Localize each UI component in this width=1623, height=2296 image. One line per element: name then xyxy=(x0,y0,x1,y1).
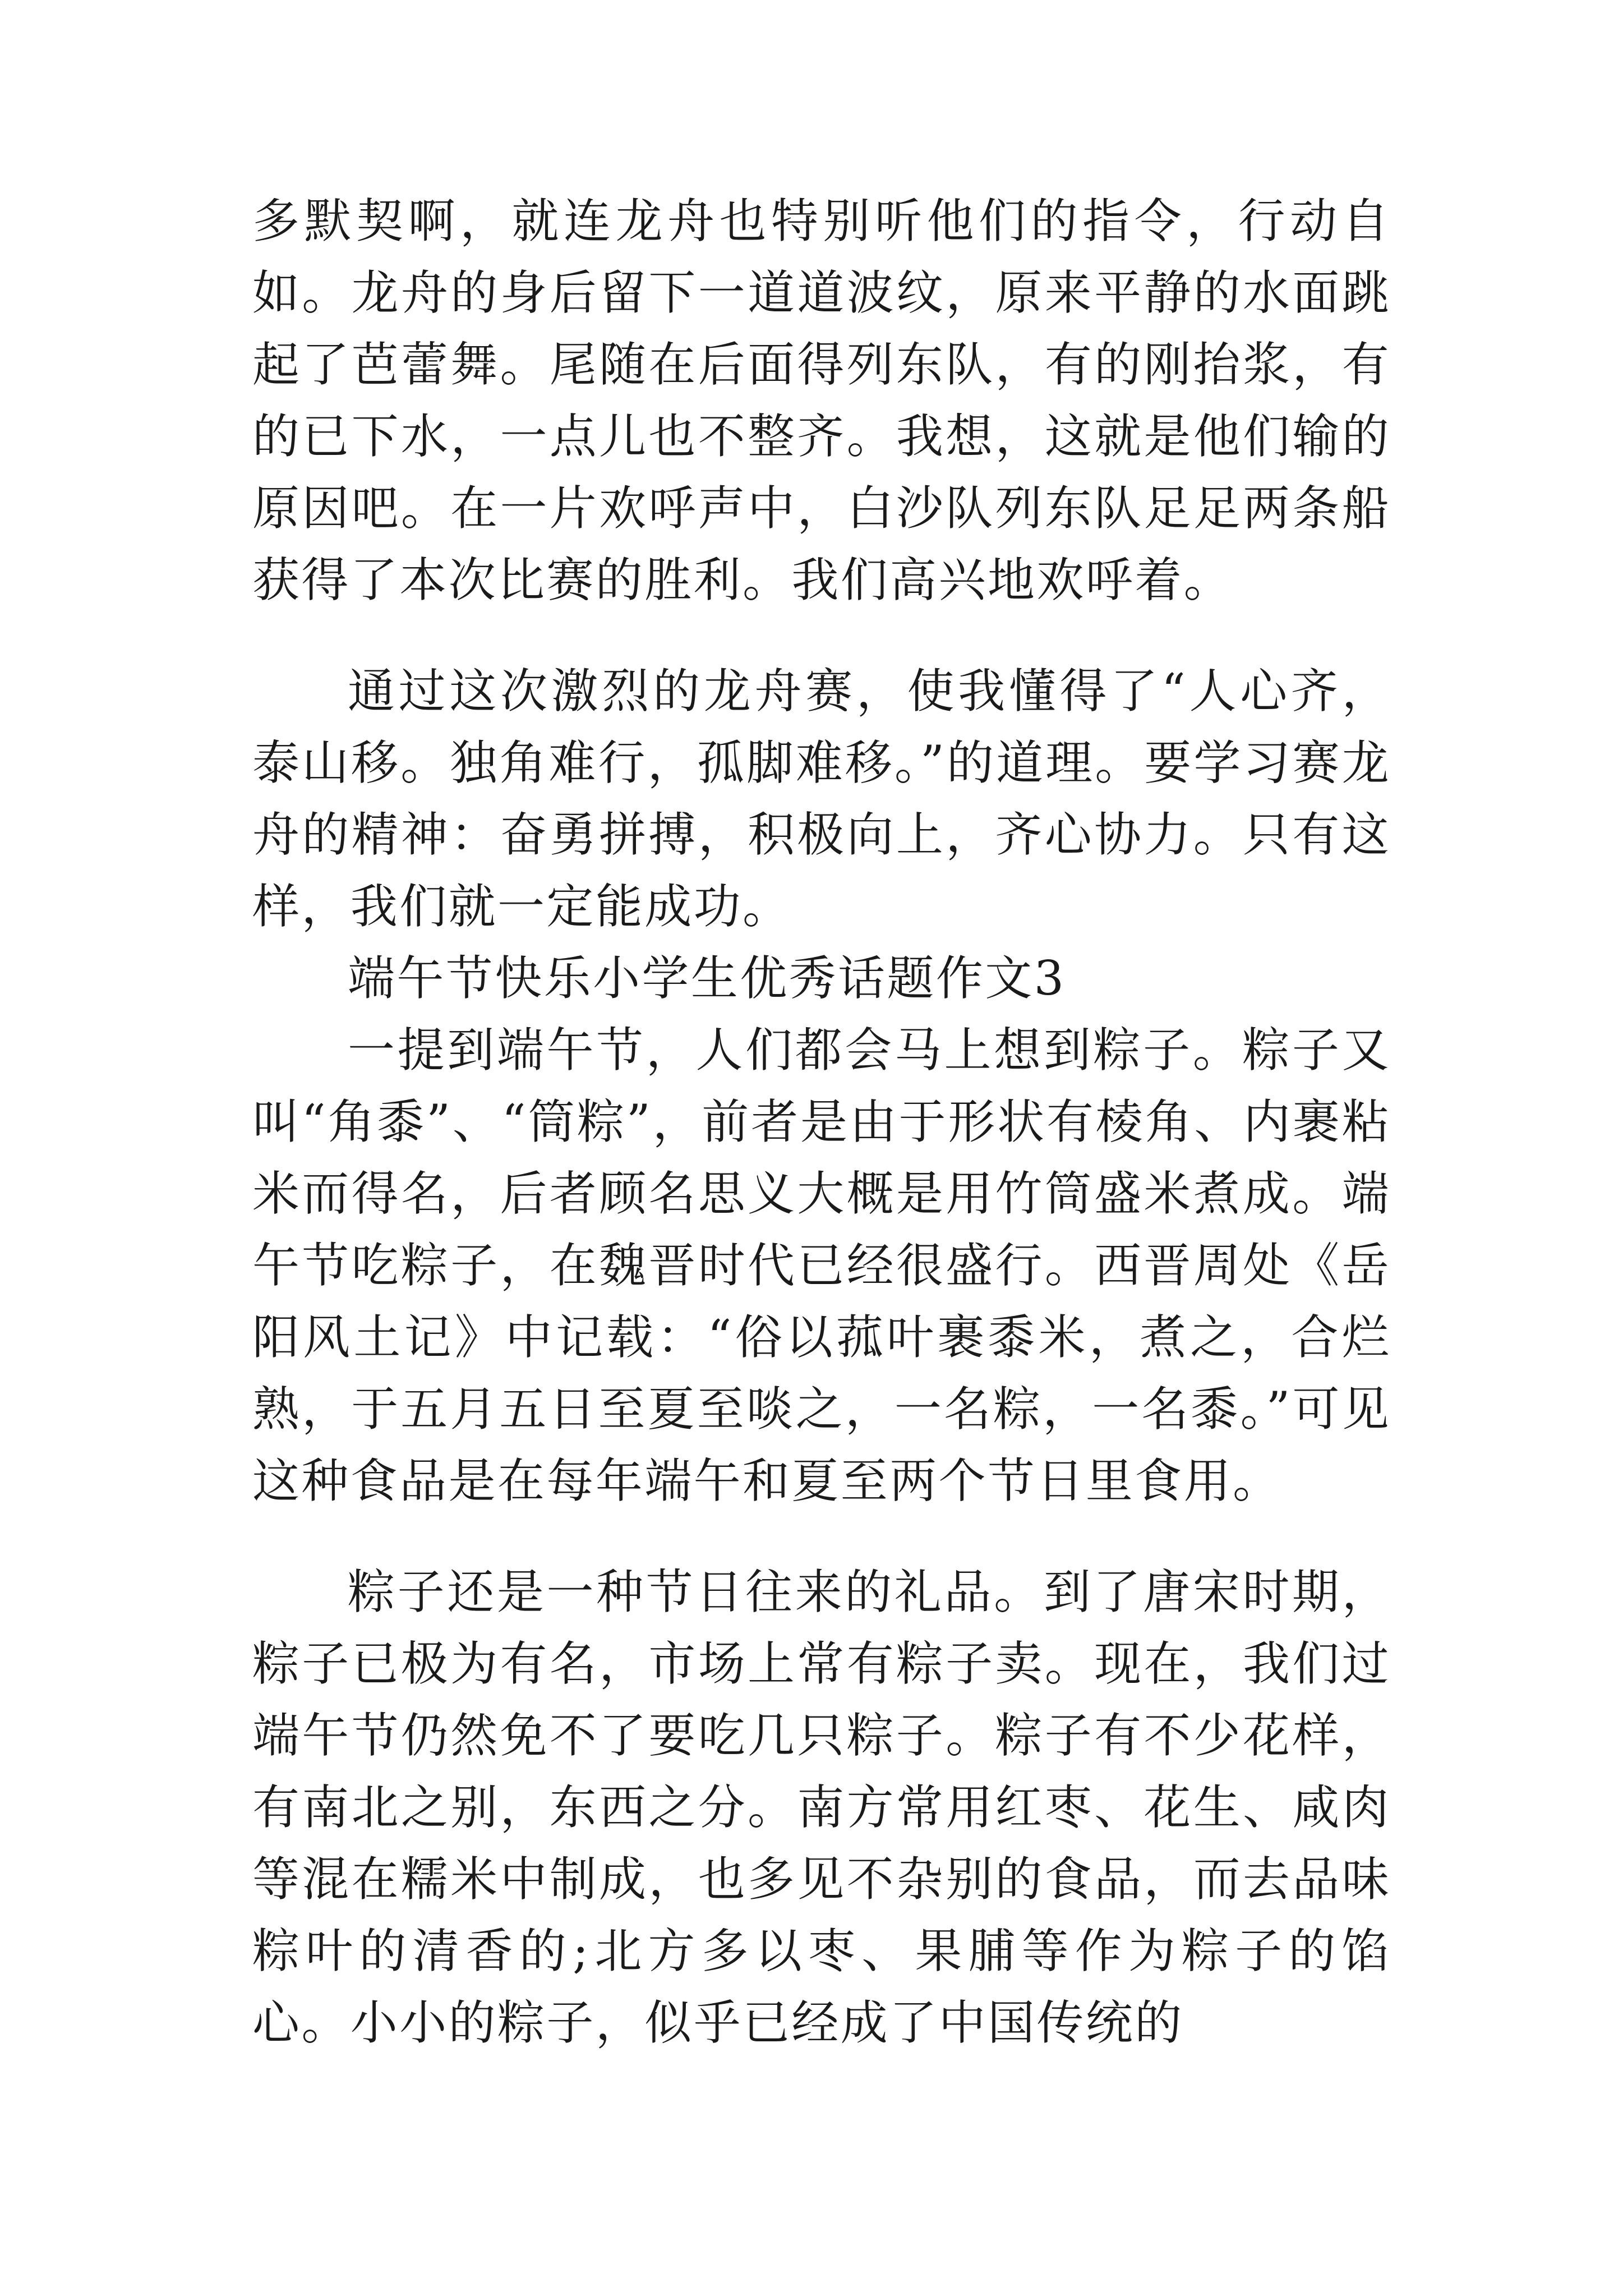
paragraph-dragon-boat-race-end: 多默契啊，就连龙舟也特别听他们的指令，行动自如。龙舟的身后留下一道道波纹，原来平静的水面跳起了芭蕾舞。尾随在后面得列东队，有的刚抬浆，有的已下水，一点儿也不整齐。我想，这就是他们输的原因吧。在一片欢呼声中，白沙队列东队足足两条船获得了本次比赛的胜利。我们高兴地欢呼着。 xyxy=(252,194,1391,608)
document-body xyxy=(252,185,1391,2059)
paragraph-zongzi-history: 一提到端午节，人们都会马上想到粽子。粽子又叫“角黍”、“筒粽”，前者是由于形状有棱角、内裹粘米而得名，后者顾名思义大概是用竹筒盛米煮成。端午节吃粽子，在魏晋时代已经很盛行。西晋周处《岳阳风土记》中记载：“俗以菰叶裹黍米，煮之，合烂熟，于五月五日至夏至啖之，一名粽，一名黍。”可见这种食品是在每年端午和夏至两个节日里食用。 xyxy=(252,1023,1391,1508)
essay-title: 端午节快乐小学生优秀话题作文3 xyxy=(348,951,1066,1006)
paragraph-lesson-learned: 通过这次激烈的龙舟赛，使我懂得了“人心齐，泰山移。独角难行，孤脚难移。”的道理。要学习赛龙舟的精神：奋勇拼搏，积极向上，齐心协力。只有这样，我们就一定能成功。 xyxy=(252,664,1391,934)
paragraph-zongzi-gift: 粽子还是一种节日往来的礼品。到了唐宋时期，粽子已极为有名，市场上常有粽子卖。现在，我们过端午节仍然免不了要吃几只粽子。粽子有不少花样，有南北之别，东西之分。南方常用红枣、花生、咸肉等混在糯米中制成，也多见不杂别的食品，而去品味粽叶的清香的;北方多以枣、果脯等作为粽子的馅心。小小的粽子，似乎已经成了中国传统的 xyxy=(252,1565,1391,2050)
